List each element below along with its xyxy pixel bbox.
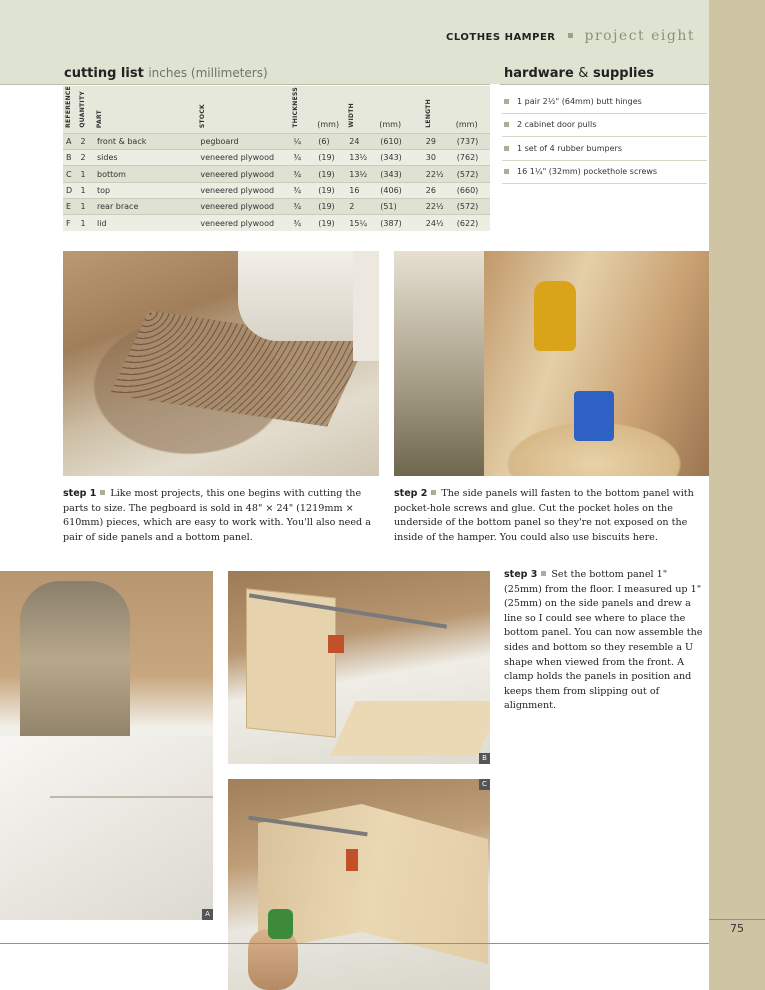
cell-qty: 1 xyxy=(77,166,94,182)
arm-shape xyxy=(353,251,379,361)
square-bullet-icon xyxy=(100,490,105,495)
list-item xyxy=(502,161,707,185)
cell-stock: veneered plywood xyxy=(197,182,290,198)
clamp-handle-icon xyxy=(328,635,344,653)
cell-qty: 2 xyxy=(77,133,94,149)
drill-icon xyxy=(268,909,293,939)
cell-thickness-mm: (19) xyxy=(315,166,346,182)
cell-qty: 1 xyxy=(77,199,94,215)
square-bullet-icon xyxy=(504,146,509,151)
list-item xyxy=(502,137,707,161)
section-title: CLOTHES HAMPER xyxy=(446,32,556,43)
cell-width: 2 xyxy=(346,199,377,215)
cell-ref: A xyxy=(63,133,77,149)
cell-thickness: ¾ xyxy=(290,199,315,215)
cell-qty: 2 xyxy=(77,150,94,166)
cell-width-mm: (343) xyxy=(377,166,422,182)
cutting-list-heading xyxy=(64,66,268,81)
cell-part: rear brace xyxy=(94,199,197,215)
hardware-title-2: supplies xyxy=(592,66,655,81)
col-width-mm: (mm) xyxy=(379,119,402,129)
project-title: project eight xyxy=(584,28,695,44)
table-row xyxy=(63,150,490,166)
cell-ref: B xyxy=(63,150,77,166)
cell-length: 22½ xyxy=(423,166,454,182)
square-bullet-icon xyxy=(568,33,573,38)
cell-length: 22½ xyxy=(423,199,454,215)
step-3-caption xyxy=(504,568,704,714)
cell-length: 29 xyxy=(423,133,454,149)
square-bullet-icon xyxy=(541,571,546,576)
cutting-list-title: cutting list xyxy=(64,66,144,81)
col-thickness-mm: (mm) xyxy=(317,119,340,129)
col-length-mm: (mm) xyxy=(455,119,478,129)
margin-strip xyxy=(709,0,765,990)
table-header-row xyxy=(63,86,490,133)
cell-length-mm: (622) xyxy=(454,215,490,231)
cell-thickness: ¾ xyxy=(290,215,315,231)
cell-part: bottom xyxy=(94,166,197,182)
cell-ref: F xyxy=(63,215,77,231)
step-label: step 3 xyxy=(504,569,538,580)
cell-part: top xyxy=(94,182,197,198)
square-bullet-icon xyxy=(504,169,509,174)
photo-step-3a-marking xyxy=(0,571,213,920)
hardware-ampersand: & xyxy=(578,66,589,81)
cell-part: sides xyxy=(94,150,197,166)
clamp-handle-icon xyxy=(346,849,358,871)
cell-length: 26 xyxy=(423,182,454,198)
photo-step-2-drilling xyxy=(394,251,709,476)
running-header xyxy=(446,28,695,44)
col-reference: REFERENCE xyxy=(65,86,72,128)
square-bullet-icon xyxy=(504,99,509,104)
step-text: Set the bottom panel 1" (25mm) from the floor. I measured up 1" (25mm) on the side panels and drew a line so I could see where to place the bottom panel. You can now assemble the sides and bottom so they resemble a U shape when viewed from the front. A clamp holds the panels in position and keeps them from slipping out of alignment. xyxy=(504,569,703,712)
cell-width-mm: (610) xyxy=(377,133,422,149)
col-stock: STOCK xyxy=(199,103,207,128)
cell-thickness-mm: (19) xyxy=(315,215,346,231)
step-label: step 1 xyxy=(63,488,97,499)
photo-step-3c-assembly xyxy=(228,779,490,990)
photo-step-1-cutting xyxy=(63,251,379,476)
cell-thickness: ¾ xyxy=(290,166,315,182)
page-number-divider xyxy=(709,919,765,920)
cell-qty: 1 xyxy=(77,182,94,198)
list-item xyxy=(502,114,707,138)
cell-stock: veneered plywood xyxy=(197,215,290,231)
cell-stock: veneered plywood xyxy=(197,166,290,182)
table-row xyxy=(63,133,490,149)
pocket-jig-icon xyxy=(574,391,614,441)
bottom-panel-shape xyxy=(330,701,490,756)
hardware-list xyxy=(502,90,707,184)
photo-tag: B xyxy=(479,753,490,764)
photo-tag: A xyxy=(202,909,213,920)
square-bullet-icon xyxy=(504,122,509,127)
col-length: LENGTH xyxy=(424,99,432,128)
cell-thickness: ¾ xyxy=(290,150,315,166)
side-panel-shape xyxy=(246,588,336,737)
step-text: The side panels will fasten to the bottom panel with pocket-hole screws and glue. Cut the pocket holes on the underside of the bottom panel so they're not exposed on the inside of the hamper. You could also use biscuits here. xyxy=(394,488,694,543)
hardware-item-label: 1 set of 4 rubber bumpers xyxy=(517,143,622,153)
hardware-title: hardware xyxy=(504,66,574,81)
page-number: 75 xyxy=(730,922,744,935)
table-row xyxy=(63,182,490,198)
cell-width: 15¼ xyxy=(346,215,377,231)
cell-width-mm: (343) xyxy=(377,150,422,166)
person-shape xyxy=(394,251,484,476)
cell-stock: veneered plywood xyxy=(197,199,290,215)
drill-icon xyxy=(534,281,576,351)
cell-thickness-mm: (19) xyxy=(315,150,346,166)
table-row xyxy=(63,199,490,215)
divider xyxy=(500,84,709,85)
cell-length: 24½ xyxy=(423,215,454,231)
hardware-item-label: 2 cabinet door pulls xyxy=(517,120,597,130)
side-panel-shape xyxy=(0,736,213,920)
cell-part: lid xyxy=(94,215,197,231)
step-label: step 2 xyxy=(394,488,428,499)
divider xyxy=(0,84,490,85)
cell-ref: E xyxy=(63,199,77,215)
cell-length-mm: (572) xyxy=(454,199,490,215)
table-row xyxy=(63,166,490,182)
cutting-list-units: inches (millimeters) xyxy=(148,66,268,80)
cell-width-mm: (51) xyxy=(377,199,422,215)
hardware-item-label: 16 1¼" (32mm) pockethole screws xyxy=(517,167,658,177)
col-part: PART xyxy=(96,109,103,128)
cell-thickness-mm: (19) xyxy=(315,199,346,215)
cell-width: 13½ xyxy=(346,166,377,182)
cell-width: 24 xyxy=(346,133,377,149)
cell-thickness-mm: (6) xyxy=(315,133,346,149)
cell-length-mm: (762) xyxy=(454,150,490,166)
step-2-caption xyxy=(394,487,706,545)
cell-width-mm: (406) xyxy=(377,182,422,198)
cell-thickness: ¼ xyxy=(290,133,315,149)
cell-ref: C xyxy=(63,166,77,182)
square-bullet-icon xyxy=(431,490,436,495)
cell-stock: pegboard xyxy=(197,133,290,149)
cell-length-mm: (572) xyxy=(454,166,490,182)
hardware-item-label: 1 pair 2½" (64mm) butt hinges xyxy=(517,96,642,106)
cell-part: front & back xyxy=(94,133,197,149)
cell-width: 13½ xyxy=(346,150,377,166)
cutting-list-table xyxy=(63,86,490,231)
photo-tag: C xyxy=(479,779,490,790)
cell-ref: D xyxy=(63,182,77,198)
step-1-caption xyxy=(63,487,379,545)
cell-width: 16 xyxy=(346,182,377,198)
cell-length-mm: (660) xyxy=(454,182,490,198)
cell-stock: veneered plywood xyxy=(197,150,290,166)
photo-step-3b-clamping xyxy=(228,571,490,764)
cell-thickness: ¾ xyxy=(290,182,315,198)
table-row xyxy=(63,215,490,231)
step-text: Like most projects, this one begins with cutting the parts to size. The pegboard is sold in 48" × 24" (1219mm × 610mm) pieces, which are easy to work with. You'll also need a pair of side panels and a bottom panel. xyxy=(63,488,371,543)
hardware-heading xyxy=(504,66,654,81)
col-thickness: THICKNESS xyxy=(292,87,300,128)
cell-length: 30 xyxy=(423,150,454,166)
col-width: WIDTH xyxy=(348,103,356,128)
footer-divider xyxy=(0,943,709,944)
cell-width-mm: (387) xyxy=(377,215,422,231)
cell-thickness-mm: (19) xyxy=(315,182,346,198)
col-quantity: QUANTITY xyxy=(79,91,87,128)
cell-qty: 1 xyxy=(77,215,94,231)
cell-length-mm: (737) xyxy=(454,133,490,149)
list-item xyxy=(502,90,707,114)
